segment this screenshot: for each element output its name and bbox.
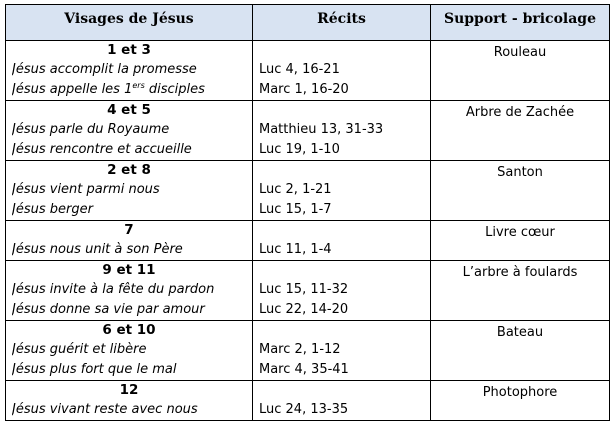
ref-spacer — [259, 161, 424, 180]
visages-cell — [6, 41, 253, 101]
support-label: L’arbre à foulards — [462, 265, 578, 280]
table-row — [6, 161, 610, 221]
session-numbers: 12 — [119, 382, 139, 398]
visage-text-after: disciples — [144, 82, 205, 97]
ordinal-superscript: ers — [132, 81, 145, 90]
recits-cell — [253, 321, 431, 381]
ref-spacer — [259, 221, 424, 240]
visage-text: Jésus plus fort que le mal — [12, 362, 177, 377]
visage-text: Jésus parle du Royaume — [12, 122, 170, 137]
recit-reference: Luc 11, 1-4 — [259, 242, 332, 257]
recits-cell — [253, 261, 431, 321]
session-numbers: 9 et 11 — [102, 262, 156, 278]
support-cell — [431, 101, 610, 161]
visage-line — [12, 200, 246, 220]
recit-reference: Marc 1, 16-20 — [259, 82, 349, 97]
visage-line — [12, 300, 246, 320]
table-row — [6, 221, 610, 261]
recit-reference: Marc 2, 1-12 — [259, 342, 341, 357]
visages-cell — [6, 261, 253, 321]
support-label: Livre cœur — [485, 225, 555, 240]
support-cell — [431, 261, 610, 321]
recit-reference: Luc 15, 11-32 — [259, 282, 349, 297]
recit-reference: Luc 24, 13-35 — [259, 402, 349, 417]
recit-reference: Matthieu 13, 31-33 — [259, 122, 384, 137]
visage-text: Jésus vient parmi nous — [12, 182, 160, 197]
ref-spacer — [259, 381, 424, 400]
support-cell — [431, 381, 610, 421]
header-support: Support - bricolage — [431, 5, 610, 41]
visage-line — [12, 180, 246, 200]
support-label: Rouleau — [493, 45, 547, 60]
visages-cell — [6, 381, 253, 421]
visage-line — [12, 400, 246, 420]
table-row — [6, 321, 610, 381]
header-row — [6, 5, 610, 41]
recit-reference: Luc 19, 1-10 — [259, 142, 340, 157]
ref-spacer — [259, 101, 424, 120]
visages-cell — [6, 221, 253, 261]
recit-reference: Marc 4, 35-41 — [259, 362, 349, 377]
visage-line — [12, 60, 246, 80]
session-numbers: 2 et 8 — [107, 162, 151, 178]
session-numbers: 6 et 10 — [102, 322, 156, 338]
session-numbers: 4 et 5 — [107, 102, 151, 118]
support-label: Photophore — [482, 385, 558, 400]
support-label: Santon — [497, 165, 543, 180]
visages-cell — [6, 321, 253, 381]
visage-text: Jésus donne sa vie par amour — [12, 302, 205, 317]
session-numbers: 7 — [124, 222, 134, 238]
visage-line — [12, 140, 246, 160]
visage-line — [12, 80, 246, 100]
ref-spacer — [259, 321, 424, 340]
recits-cell — [253, 381, 431, 421]
header-recits: Récits — [253, 5, 431, 41]
recit-reference: Luc 22, 14-20 — [259, 302, 349, 317]
session-numbers: 1 et 3 — [107, 42, 151, 58]
visage-text: Jésus nous unit à son Père — [12, 242, 183, 257]
recits-cell — [253, 221, 431, 261]
visages-cell — [6, 161, 253, 221]
visage-line — [12, 360, 246, 380]
ref-spacer — [259, 261, 424, 280]
header-visages: Visages de Jésus — [6, 5, 253, 41]
recit-reference: Luc 15, 1-7 — [259, 202, 332, 217]
support-cell — [431, 161, 610, 221]
table-row — [6, 261, 610, 321]
program-table — [5, 4, 610, 421]
recit-reference: Luc 4, 16-21 — [259, 62, 340, 77]
table-body — [6, 41, 610, 421]
visage-text: Jésus accomplit la promesse — [12, 62, 197, 77]
visage-line — [12, 240, 246, 260]
support-label: Arbre de Zachée — [465, 105, 575, 120]
visage-line — [12, 120, 246, 140]
support-label: Bateau — [496, 325, 544, 340]
support-cell — [431, 321, 610, 381]
visage-text: Jésus invite à la fête du pardon — [12, 282, 215, 297]
recits-cell — [253, 41, 431, 101]
ref-spacer — [259, 41, 424, 60]
table-row — [6, 41, 610, 101]
visage-text: Jésus vivant reste avec nous — [12, 402, 198, 417]
visage-text: Jésus berger — [12, 202, 93, 217]
table-row — [6, 101, 610, 161]
visage-text: Jésus appelle les 1 — [12, 82, 133, 97]
support-cell — [431, 221, 610, 261]
recits-cell — [253, 161, 431, 221]
table-row — [6, 381, 610, 421]
visage-text: Jésus rencontre et accueille — [12, 142, 192, 157]
visage-line — [12, 280, 246, 300]
recit-reference: Luc 2, 1-21 — [259, 182, 332, 197]
visages-cell — [6, 101, 253, 161]
visage-text: Jésus guérit et libère — [12, 342, 147, 357]
visage-line — [12, 340, 246, 360]
recits-cell — [253, 101, 431, 161]
support-cell — [431, 41, 610, 101]
